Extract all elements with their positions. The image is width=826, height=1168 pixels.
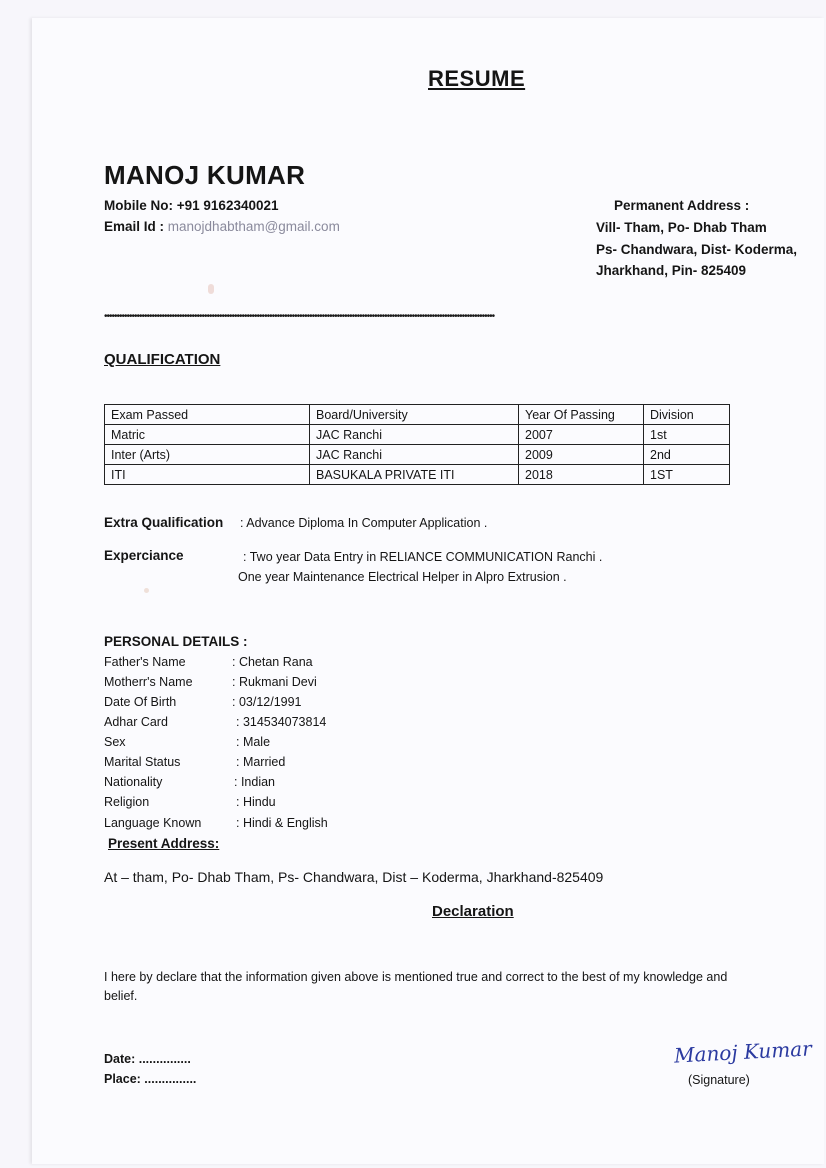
- personal-details-heading: PERSONAL DETAILS :: [104, 634, 248, 649]
- present-address-heading: Present Address:: [108, 836, 220, 851]
- paper-smudge: [208, 284, 214, 294]
- pd-value: : 03/12/1991: [232, 695, 302, 709]
- table-cell: ITI: [105, 465, 310, 485]
- pd-label: Language Known: [104, 816, 202, 830]
- pd-value: : Indian: [234, 775, 276, 789]
- permanent-address-line1: Vill- Tham, Po- Dhab Tham: [596, 220, 767, 235]
- table-header-row: [105, 405, 730, 425]
- extra-qualification-value: : Advance Diploma In Computer Application .: [240, 516, 488, 530]
- pd-label: Motherr's Name: [104, 675, 193, 689]
- pd-label: Date Of Birth: [104, 695, 177, 709]
- pd-value: : Rukmani Devi: [232, 675, 317, 689]
- table-cell: 2009: [519, 445, 644, 465]
- pd-value: : Chetan Rana: [232, 655, 313, 669]
- signature-caption: (Signature): [688, 1073, 750, 1087]
- col-board-university: Board/University: [310, 405, 519, 425]
- experience-line2: One year Maintenance Electrical Helper in Alpro Extrusion .: [238, 570, 567, 584]
- pd-value: : Hindi & English: [236, 816, 328, 830]
- dotted-separator: ••••••••••••••••••••••••••••••••••••••••••••••••••••••••••••••••••••••••••••••••••••••••••••••••••••••••••••••••••••••••••••••••••••••••••••••••••••••••••••: [104, 314, 495, 320]
- permanent-address-line3: Jharkhand, Pin- 825409: [596, 263, 747, 278]
- pd-label: Marital Status: [104, 755, 181, 769]
- resume-title: RESUME: [428, 66, 526, 91]
- table-cell: JAC Ranchi: [310, 425, 519, 445]
- table-row: [105, 445, 730, 465]
- mobile-line: [104, 198, 279, 213]
- table-cell: 2007: [519, 425, 644, 445]
- table-row: [105, 465, 730, 485]
- declaration-heading: Declaration: [432, 903, 514, 920]
- handwritten-signature: Manoj Kumar: [673, 1036, 813, 1068]
- qualification-heading: QUALIFICATION: [104, 351, 221, 368]
- table-cell: 2018: [519, 465, 644, 485]
- email-line: [104, 219, 340, 234]
- experience-label: Experciance: [104, 548, 184, 563]
- col-year-of-passing: Year Of Passing: [519, 405, 644, 425]
- extra-qualification-label: Extra Qualification: [104, 515, 224, 530]
- pd-value: : Male: [236, 735, 271, 749]
- table-cell: JAC Ranchi: [310, 445, 519, 465]
- col-division: Division: [644, 405, 730, 425]
- table-cell: 2nd: [644, 445, 730, 465]
- place-label: Place: ...............: [104, 1072, 197, 1086]
- email-label: Email Id :: [104, 219, 165, 234]
- pd-label: Nationality: [104, 775, 163, 789]
- declaration-line1: I here by declare that the information given above is mentioned true and correct to the best of my knowledge and: [104, 970, 728, 984]
- table-cell: 1ST: [644, 465, 730, 485]
- pd-value: : Married: [236, 755, 286, 769]
- table-cell: Matric: [105, 425, 310, 445]
- mobile-label: Mobile No:: [104, 198, 173, 213]
- present-address-value: At – tham, Po- Dhab Tham, Ps- Chandwara, Dist – Koderma, Jharkhand-825409: [104, 869, 604, 885]
- permanent-address-line2: Ps- Chandwara, Dist- Koderma,: [596, 242, 798, 257]
- declaration-line2: belief.: [104, 989, 138, 1003]
- pd-value: : 314534073814: [236, 715, 327, 729]
- pd-label: Adhar Card: [104, 715, 168, 729]
- pd-label: Religion: [104, 795, 150, 809]
- permanent-address-heading: Permanent Address :: [614, 198, 750, 213]
- experience-line1: : Two year Data Entry in RELIANCE COMMUNICATION Ranchi .: [243, 550, 603, 564]
- date-label: Date: ...............: [104, 1052, 191, 1066]
- candidate-name: MANOJ KUMAR: [104, 160, 306, 190]
- email-value: manojdhabtham@gmail.com: [167, 219, 340, 234]
- paper-smudge: [144, 588, 149, 593]
- qualification-table: [104, 404, 730, 485]
- table-row: [105, 425, 730, 445]
- table-cell: 1st: [644, 425, 730, 445]
- pd-value: : Hindu: [236, 795, 276, 809]
- pd-label: Father's Name: [104, 655, 186, 669]
- mobile-value: +91 9162340021: [176, 198, 279, 213]
- table-cell: Inter (Arts): [105, 445, 310, 465]
- col-exam-passed: Exam Passed: [105, 405, 310, 425]
- pd-label: Sex: [104, 735, 126, 749]
- table-cell: BASUKALA PRIVATE ITI: [310, 465, 519, 485]
